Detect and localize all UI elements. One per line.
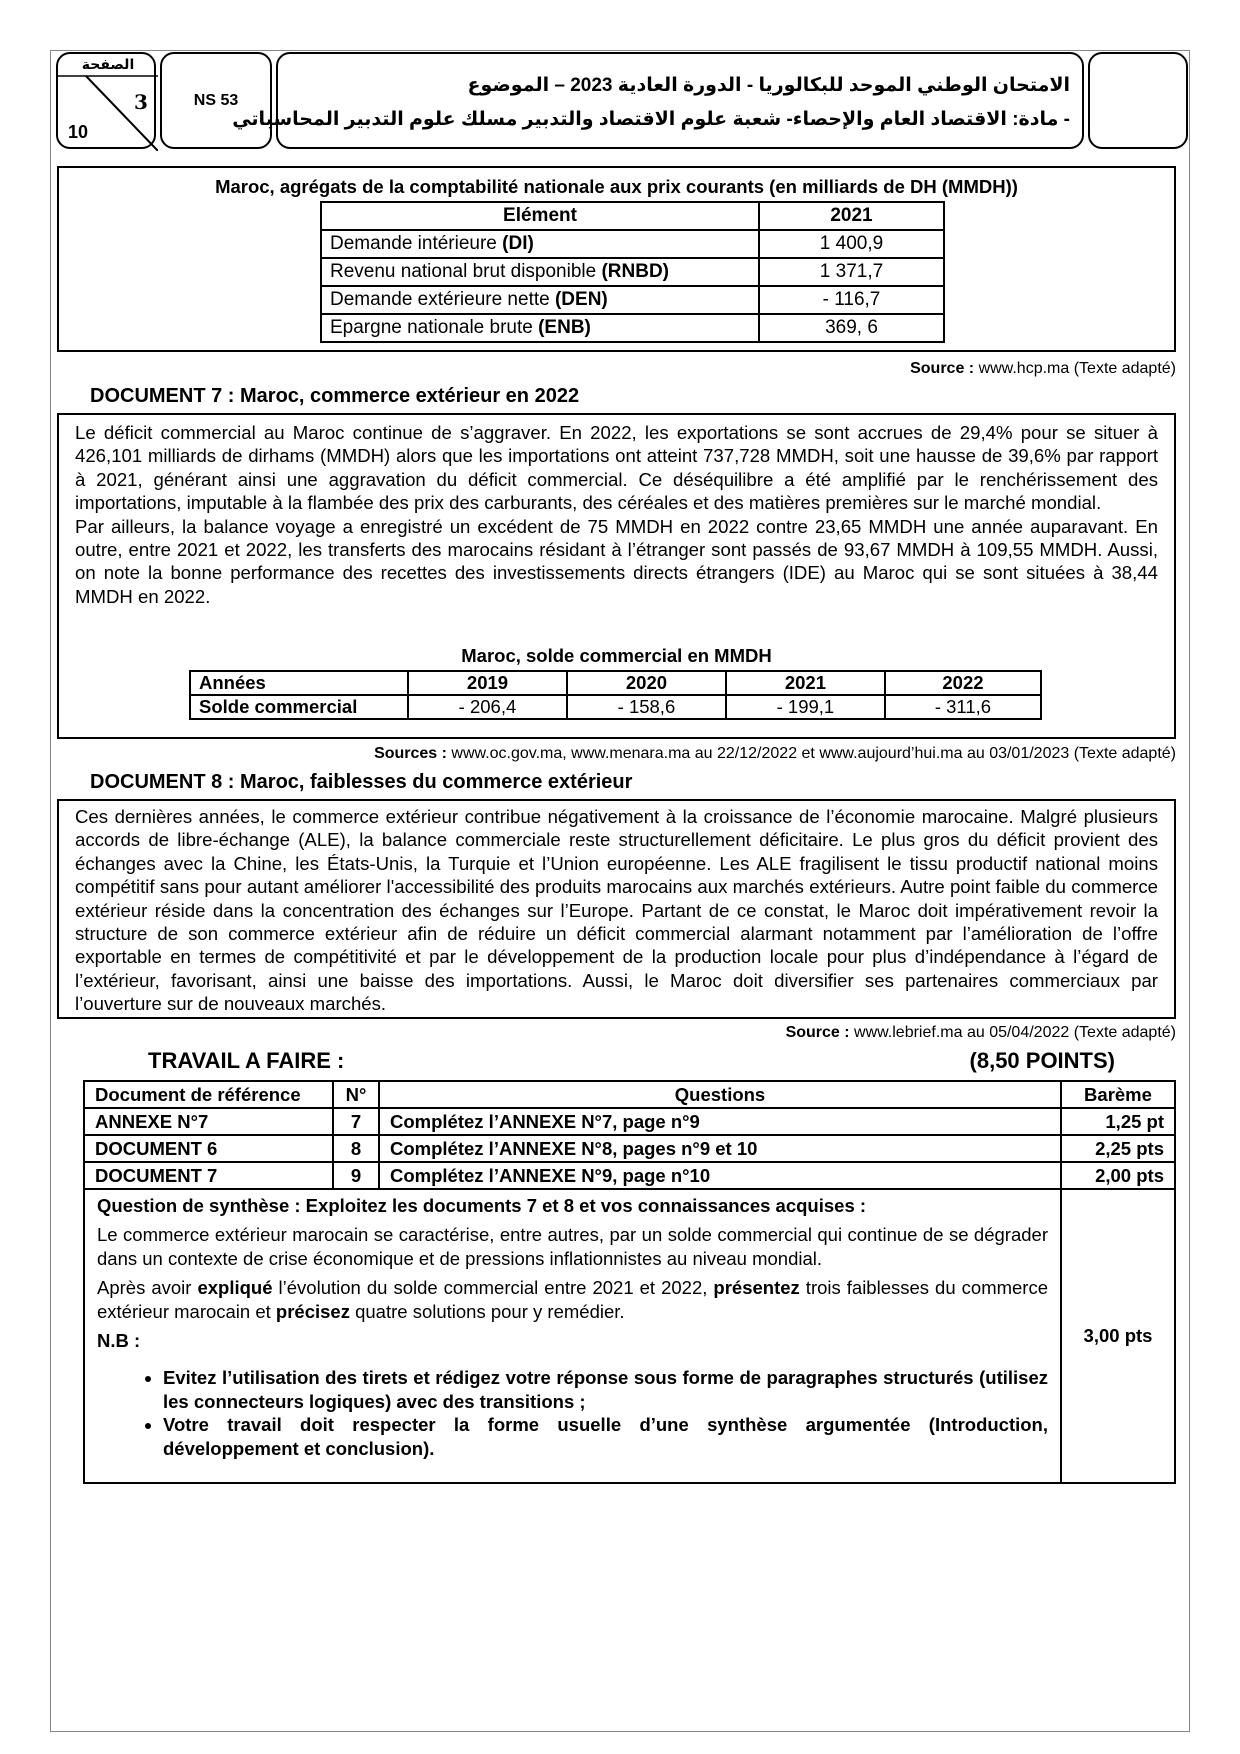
aggregates-table — [320, 201, 945, 343]
doc8-source: Source : www.lebrief.ma au 05/04/2022 (Texte adapté) — [785, 1024, 1176, 1041]
exam-code: NS 53 — [193, 92, 239, 109]
questions-table — [83, 1080, 1176, 1484]
aggregates-caption: Maroc, agrégats de la comptabilité nationale aux prix courants (en milliards de DH (MMDH)) — [215, 176, 1018, 197]
synthese-bareme: 3,00 pts — [1061, 1189, 1175, 1483]
page-number-box — [56, 52, 156, 149]
table-row: ANNEXE N°7 7 Complétez l’ANNEXE N°7, page n°9 1,25 pt — [84, 1108, 1175, 1135]
synthese-paragraph-1: Le commerce extérieur marocain se caractérise, entre autres, par un solde commercial qui continue de se dégrader dans un contexte de crise économique et de pressions inflationnistes au niveau mondial. — [97, 1224, 1048, 1269]
page-current: 3 — [134, 90, 148, 114]
nb-list — [97, 1366, 1048, 1460]
doc8-box — [57, 799, 1176, 1019]
doc7-text — [75, 421, 1158, 608]
doc7-title: DOCUMENT 7 : Maroc, commerce extérieur en 2022 — [90, 385, 580, 407]
exam-code-box — [160, 52, 272, 149]
doc8-text: Ces dernières années, le commerce extérieur contribue négativement à la croissance de l’économie marocaine. Malgré plusieurs accords de libre-échange (ALE), la balance commerciale reste structurellement déficitaire. Le plus gros du déficit provient des échanges avec la Chine, les États-Unis, la Turquie et l’Union européenne. Les ALE fragilisent le tissu productif national moins compétitif sans pour autant améliorer l'accessibilité des produits marocains aux marchés extérieurs. Autre point faible du commerce extérieur réside dans la concentration des échanges sur l’Europe. Partant de ce constat, le Maroc doit impérativement revoir la structure de son commerce extérieur afin de réduire un déficit commercial alarmant notamment par l’amélioration de l’offre exportable en termes de compétitivité et par le développement de la production locale pour plus d’indépendance à l’égard de l’extérieur, favorisant, ainsi une baisse des importations. Aussi, le Maroc doit diversifier ses partenaires commerciaux par l’ouverture sur de nouveaux marchés. — [75, 806, 1158, 1015]
table-row: Solde commercial - 206,4 - 158,6 - 199,1 - 311,6 — [190, 695, 1041, 719]
travail-title: TRAVAIL A FAIRE : — [148, 1048, 345, 1073]
exam-title-line2: - مادة: الاقتصاد العام والإحصاء- شعبة علوم الاقتصاد والتدبير مسلك علوم التدبير المحاسباتي — [232, 109, 1070, 130]
synthese-cell — [84, 1189, 1061, 1483]
doc7-paragraph-2: Par ailleurs, la balance voyage a enregistré un excédent de 75 MMDH en 2022 contre 23,65 MMDH une année auparavant. En outre, entre 2021 et 2022, les transferts des marocains résidant à l’étranger sont passés de 93,67 MMDH à 109,55 MMDH. Aussi, on note la bonne performance des recettes des investissements directs étrangers (IDE) au Maroc qui se sont situées à 38,44 MMDH en 2022. — [75, 515, 1158, 607]
travail-points: (8,50 POINTS) — [969, 1048, 1115, 1073]
table-row: Revenu national brut disponible (RNBD) 1 371,7 — [321, 258, 944, 286]
aggregates-col-element: Elément — [321, 202, 759, 230]
list-item: • Evitez l’utilisation des tirets et rédigez votre réponse sous forme de paragraphes structurés (utilisez les connecteurs logiques) avec des transitions ; — [163, 1366, 1048, 1413]
nb-label: N.B : — [97, 1330, 141, 1352]
table-row: Années 2019 2020 2021 2022 — [190, 671, 1041, 695]
logo-box — [1088, 52, 1188, 149]
table-row: Demande intérieure (DI) 1 400,9 — [321, 230, 944, 258]
solde-table — [189, 670, 1042, 720]
table-row — [84, 1189, 1175, 1483]
synthese-title: Question de synthèse : Exploitez les documents 7 et 8 et vos connaissances acquises : — [97, 1195, 867, 1216]
doc7-box — [57, 413, 1176, 739]
aggregates-box — [57, 166, 1176, 352]
doc7-source: Sources : www.oc.gov.ma, www.menara.ma au 22/12/2022 et www.aujourd’hui.ma au 03/01/2023 (Texte adapté) — [374, 745, 1176, 762]
table-row: DOCUMENT 7 9 Complétez l’ANNEXE N°9, page n°10 2,00 pts — [84, 1162, 1175, 1189]
doc7-paragraph-1: Le déficit commercial au Maroc continue de s’aggraver. En 2022, les exportations se sont accrues de 29,4% pour se situer à 426,101 milliards de dirhams (MMDH) alors que les importations ont atteint 737,728 MMDH, soit une hausse de 39,6% par rapport à 2021, générant ainsi une aggravation du déficit commercial. Ce déséquilibre a été amplifié par le renchérissement des importations, imputable à la flambée des prix des carburants, des céréales et des matières premières sur le marché mondial. — [75, 422, 1158, 514]
page-label: الصفحة — [81, 56, 135, 72]
solde-table-caption: Maroc, solde commercial en MMDH — [461, 645, 772, 666]
table-row: DOCUMENT 6 8 Complétez l’ANNEXE N°8, pages n°9 et 10 2,25 pts — [84, 1135, 1175, 1162]
doc8-title: DOCUMENT 8 : Maroc, faiblesses du commerce extérieur — [90, 771, 633, 793]
page-total: 10 — [68, 122, 89, 142]
table-row: Demande extérieure nette (DEN) - 116,7 — [321, 286, 944, 314]
synthese-paragraph-2: Après avoir expliqué l’évolution du solde commercial entre 2021 et 2022, présentez trois faiblesses du commerce extérieur marocain et précisez quatre solutions pour y remédier. — [97, 1277, 1048, 1322]
aggregates-col-year: 2021 — [759, 202, 944, 230]
exam-title-line1: الامتحان الوطني الموحد للبكالوريا - الدورة العادية 2023 – الموضوع — [467, 75, 1070, 96]
table-row: Epargne nationale brute (ENB) 369, 6 — [321, 314, 944, 342]
exam-title-box — [232, 52, 1084, 149]
list-item: • Votre travail doit respecter la forme usuelle d’une synthèse argumentée (Introduction, développement et conclusion). — [163, 1413, 1048, 1460]
synthese-block — [97, 1194, 1048, 1460]
table-row: Document de référence N° Questions Barème — [84, 1081, 1175, 1108]
aggregates-source: Source : www.hcp.ma (Texte adapté) — [910, 360, 1176, 377]
